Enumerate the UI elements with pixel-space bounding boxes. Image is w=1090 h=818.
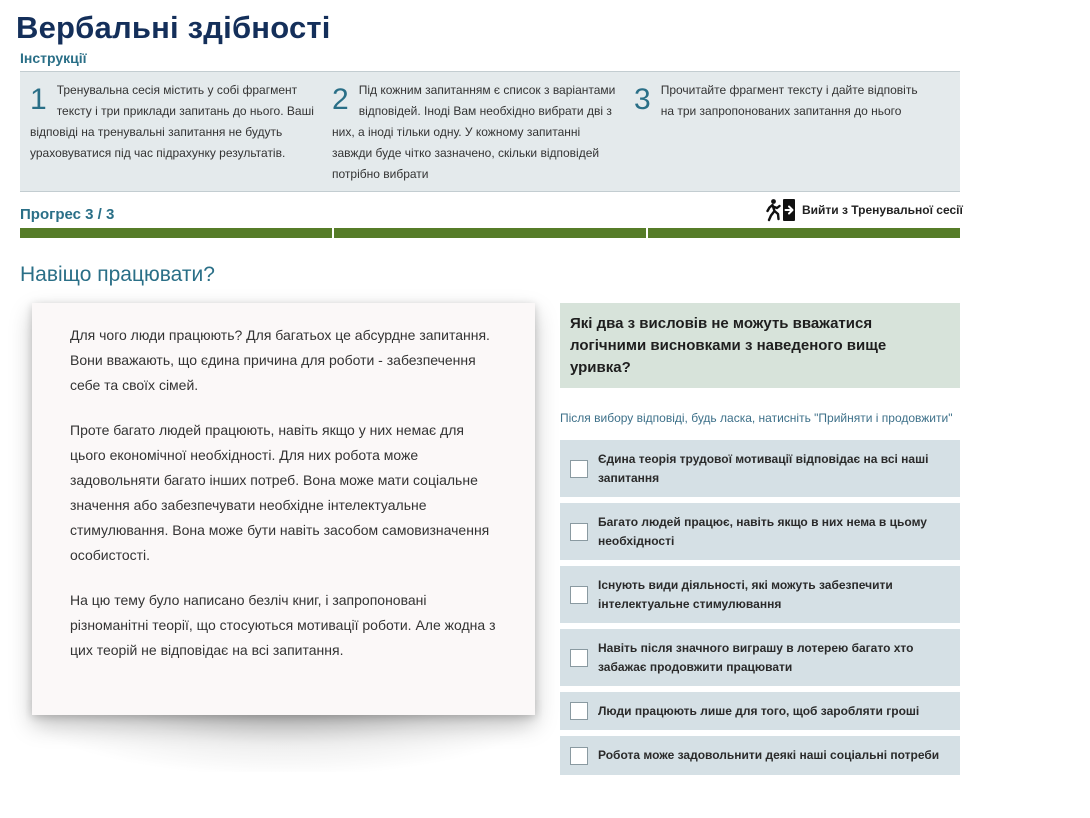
step-number: 2 bbox=[332, 83, 349, 116]
answer-option[interactable] bbox=[560, 692, 960, 730]
passage-card bbox=[32, 303, 535, 715]
question-text: Які два з висловів не можуть вважатися логічними висновками з наведеного вище уривка? bbox=[560, 303, 960, 388]
answer-checkbox[interactable] bbox=[570, 747, 588, 765]
passage-paragraph: На цю тему було написано безліч книг, і запропоновані різноманітні теорії, що стосуються мотивації роботи. Але жодна з цих теорій не відповідає на всі запитання. bbox=[70, 592, 496, 658]
instructions-panel bbox=[20, 71, 960, 192]
answer-checkbox[interactable] bbox=[570, 586, 588, 604]
answer-option[interactable] bbox=[560, 736, 960, 775]
answer-label: Навіть після значного виграшу в лотерею багато хто забажає продовжити працювати bbox=[598, 640, 914, 674]
answer-checkbox[interactable] bbox=[570, 702, 588, 720]
step-text: Тренувальна сесія містить у собі фрагмент тексту і три приклади запитань до нього. Ваші відповіді на тренувальні запитання не будуть ураховуватися під час підрахунку результатів. bbox=[30, 83, 314, 160]
answer-option[interactable] bbox=[560, 440, 960, 497]
progress-bar bbox=[20, 228, 960, 238]
answer-checkbox[interactable] bbox=[570, 460, 588, 478]
answer-label: Єдина теорія трудової мотивації відповідає на всі наші запитання bbox=[598, 451, 929, 485]
answer-hint: Після вибору відповіді, будь ласка, натисніть "Прийняти і продовжити" bbox=[560, 411, 953, 425]
step-text: Прочитайте фрагмент тексту і дайте відповіть на три запропонованих запитання до нього bbox=[660, 83, 918, 118]
exit-session-link[interactable] bbox=[766, 197, 963, 223]
answer-label: Багато людей працює, навіть якщо в них нема в цьому необхідності bbox=[598, 514, 927, 548]
instruction-step bbox=[30, 80, 320, 164]
step-text: Під кожним запитанням є список з варіантами відповідей. Іноді Вам необхідно вибрати дві з них, а іноді тільки одну. У кожному запитанні завжди буде чітко зазначено, скільки відповідей потрібно вибрати bbox=[332, 83, 616, 181]
answer-label: Люди працюють лише для того, щоб заробляти гроші bbox=[598, 703, 920, 718]
answer-option[interactable] bbox=[560, 566, 960, 623]
progress-segment bbox=[334, 228, 646, 238]
instruction-step bbox=[634, 80, 924, 122]
passage-paragraph: Для чого люди працюють? Для багатьох це абсурдне запитання. Вони вважають, що єдина причина для роботи - забезпечення себе та своїх сімей. bbox=[70, 327, 490, 393]
exit-session-label: Вийти з Тренувальної сесії bbox=[802, 203, 963, 217]
answer-label: Існують види діяльності, які можуть забезпечити інтелектуальне стимулювання bbox=[598, 577, 893, 611]
passage-paragraph: Проте багато людей працюють, навіть якщо у них немає для цього економічної необхідності. Для них робота може задовольняти багато інших потреб. Вона може мати соціальне значення або забезпечувати необхідне інтелектуальне стимулювання. Вона може бути навіть засобом самовизначення особистості. bbox=[70, 422, 490, 563]
answer-label: Робота може задовольнити деякі наші соціальні потреби bbox=[598, 748, 940, 762]
passage-title: Навіщо працювати? bbox=[20, 263, 215, 286]
progress-segment bbox=[20, 228, 332, 238]
progress-segment bbox=[648, 228, 960, 238]
progress-label: Прогрес 3 / 3 bbox=[20, 206, 115, 223]
page-title: Вербальні здібності bbox=[16, 10, 331, 45]
instructions-heading: Інструкції bbox=[20, 50, 87, 66]
answer-option[interactable] bbox=[560, 629, 960, 686]
step-number: 3 bbox=[634, 83, 651, 116]
answer-checkbox[interactable] bbox=[570, 649, 588, 667]
answer-option[interactable] bbox=[560, 503, 960, 560]
step-number: 1 bbox=[30, 83, 47, 116]
instruction-step bbox=[332, 80, 622, 185]
answer-checkbox[interactable] bbox=[570, 523, 588, 541]
exit-running-person-icon bbox=[766, 198, 796, 222]
